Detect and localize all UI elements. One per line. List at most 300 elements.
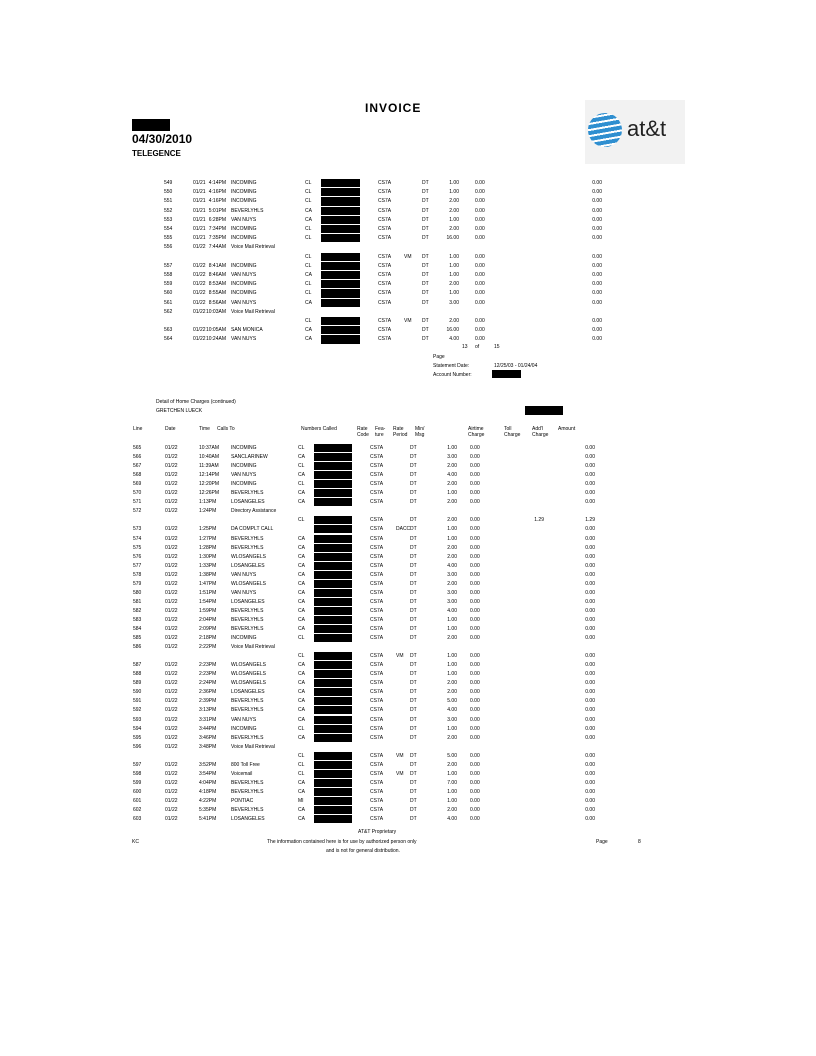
- cell-st: CL: [298, 481, 305, 488]
- cell-line: 553: [164, 216, 173, 223]
- cell-time: 10:03AM: [205, 308, 226, 315]
- cell-place: VAN NUYS: [231, 299, 257, 306]
- cell-min: 1.00: [447, 445, 457, 451]
- cell-place: LOSANGELES: [231, 562, 265, 569]
- cell-min: 3.00: [447, 598, 457, 605]
- cell-st: CL: [298, 463, 305, 470]
- cell-rate: CS7A: [370, 544, 384, 551]
- cell-time: 1:54PM: [199, 598, 217, 605]
- cell-st: CL: [305, 235, 312, 242]
- cell-min: 2.00: [447, 734, 457, 741]
- redacted-number: [314, 535, 352, 543]
- cell-time: 1:28PM: [199, 544, 217, 551]
- cell-line: 556: [164, 244, 173, 251]
- cell-per: DT: [422, 336, 429, 343]
- cell-feat: VM: [404, 318, 412, 324]
- cell-air: 0.00: [470, 454, 480, 461]
- cell-min: 3.00: [447, 716, 457, 723]
- cell-line: 582: [133, 607, 142, 614]
- cell-per: DT: [410, 698, 417, 705]
- redacted-number: [321, 271, 360, 279]
- cell-rate: CS7A: [378, 180, 392, 186]
- cell-rate: CS7A: [370, 553, 384, 560]
- cell-st: CA: [298, 662, 305, 669]
- cell-time: 10:40AM: [199, 454, 220, 461]
- redacted-number: [314, 525, 352, 533]
- cell-date: 01/21: [193, 226, 206, 232]
- cell-amt: 0.00: [585, 445, 595, 451]
- redacted-number: [321, 253, 360, 261]
- cell-place: WLOSANGELS: [231, 671, 267, 678]
- cell-place: BEVERLYHLS: [231, 734, 264, 741]
- cell-per: DT: [410, 526, 417, 533]
- hdr-toll: Toll Charge: [504, 426, 521, 438]
- cell-addl: 1.29: [534, 517, 544, 524]
- hdr-min-msg: Min/ Msg: [415, 426, 425, 438]
- cell-min: 3.00: [449, 299, 459, 306]
- page-of: of: [475, 344, 480, 350]
- cell-place: Directory Assistance: [231, 508, 277, 515]
- cell-time: 2:22PM: [199, 644, 217, 651]
- cell-rate: CS7A: [378, 327, 392, 334]
- cell-rate: CS7A: [370, 725, 384, 732]
- cell-line: 587: [133, 662, 142, 669]
- cell-place: BEVERLYHLS: [231, 788, 264, 795]
- cell-line: 563: [164, 327, 173, 334]
- cell-amt: 0.00: [585, 779, 595, 786]
- cell-place: VAN NUYS: [231, 472, 257, 479]
- cell-min: 2.00: [449, 226, 459, 232]
- cell-per: DT: [410, 607, 417, 614]
- cell-air: 0.00: [475, 226, 485, 232]
- cell-time: 10:37AM: [199, 445, 220, 451]
- cell-place: LOSANGELES: [231, 598, 265, 605]
- cell-per: DT: [422, 235, 429, 242]
- hdr-rate-code: Rate Code: [357, 426, 369, 438]
- cell-amt: 0.00: [585, 752, 595, 759]
- redacted-number: [314, 652, 352, 660]
- cell-st: CL: [298, 725, 305, 732]
- cell-time: 2:36PM: [199, 689, 217, 696]
- cell-date: 01/22: [165, 779, 178, 786]
- cell-st: CA: [298, 807, 305, 813]
- cell-st: CA: [298, 779, 305, 786]
- redacted-number: [321, 262, 360, 270]
- cell-per: DT: [422, 262, 429, 269]
- redacted-number: [314, 498, 352, 506]
- cell-st: CA: [298, 716, 305, 723]
- redacted-number: [321, 207, 360, 215]
- cell-line: 595: [133, 734, 142, 741]
- cell-line: 591: [133, 698, 142, 705]
- cell-min: 1.00: [447, 616, 457, 623]
- redacted-number: [314, 471, 352, 479]
- cell-st: CA: [298, 689, 305, 696]
- cell-date: 01/22: [165, 761, 178, 768]
- footer-page-label: Page: [596, 839, 608, 845]
- cell-st: CA: [298, 680, 305, 687]
- cell-rate: CS7A: [370, 616, 384, 623]
- cell-rate: CS7A: [370, 671, 384, 678]
- cell-time: 1:59PM: [199, 607, 217, 614]
- cell-min: 1.00: [447, 626, 457, 632]
- cell-st: CA: [298, 535, 305, 542]
- hdr-numbers-called: Numbers Called: [301, 426, 337, 432]
- cell-st: CL: [305, 226, 312, 232]
- redacted-number: [314, 688, 352, 696]
- cell-time: 8:55AM: [208, 290, 226, 297]
- cell-line: 583: [133, 616, 142, 623]
- redacted-number: [314, 453, 352, 461]
- cell-line: 581: [133, 598, 142, 605]
- cell-amt: 0.00: [585, 463, 595, 470]
- cell-min: 1.00: [447, 797, 457, 804]
- cell-place: BEVERLYHLS: [231, 535, 264, 542]
- cell-air: 0.00: [475, 262, 485, 269]
- cell-air: 0.00: [470, 553, 480, 560]
- cell-amt: 0.00: [592, 281, 602, 288]
- hdr-feature: Fea- ture: [375, 426, 386, 438]
- cell-air: 0.00: [475, 180, 485, 186]
- cell-rate: CS7A: [370, 454, 384, 461]
- cell-st: CA: [298, 734, 305, 741]
- redacted-number: [314, 761, 352, 769]
- cell-st: CA: [298, 626, 305, 632]
- company-name: TELEGENCE: [132, 149, 181, 158]
- cell-per: DT: [410, 689, 417, 696]
- cell-line: 588: [133, 671, 142, 678]
- cell-place: INCOMING: [231, 725, 257, 732]
- cell-time: 5:35PM: [199, 807, 217, 813]
- cell-st: CA: [298, 580, 305, 587]
- cell-rate: CS7A: [370, 607, 384, 614]
- cell-time: 3:48PM: [199, 743, 217, 750]
- cell-place: BEVERLYHLS: [231, 544, 264, 551]
- cell-time: 1:38PM: [199, 571, 217, 578]
- cell-amt: 0.00: [585, 544, 595, 551]
- account-label: Account Number:: [433, 372, 472, 378]
- cell-air: 0.00: [470, 779, 480, 786]
- redacted-number: [321, 280, 360, 288]
- cell-st: CL: [305, 180, 312, 186]
- redacted-number: [314, 562, 352, 570]
- cell-amt: 0.00: [585, 535, 595, 542]
- redacted-number: [321, 335, 360, 343]
- cell-place: INCOMING: [231, 445, 257, 451]
- cell-rate: CS7A: [370, 598, 384, 605]
- cell-date: 01/22: [165, 707, 178, 714]
- cell-per: DT: [410, 716, 417, 723]
- cell-per: DT: [422, 327, 429, 334]
- cell-rate: CS7A: [370, 680, 384, 687]
- cell-line: 552: [164, 207, 173, 214]
- redacted-number: [314, 752, 352, 760]
- cell-min: 1.00: [447, 725, 457, 732]
- cell-per: DT: [410, 752, 417, 759]
- cell-date: 01/22: [165, 598, 178, 605]
- cell-per: DT: [410, 671, 417, 678]
- redacted-number: [321, 299, 360, 307]
- cell-place: BEVERLYHLS: [231, 779, 264, 786]
- cell-min: 2.00: [449, 318, 459, 324]
- cell-air: 0.00: [470, 481, 480, 488]
- cell-place: INCOMING: [231, 198, 257, 205]
- cell-min: 1.00: [447, 653, 457, 660]
- cell-date: 01/22: [165, 635, 178, 642]
- cell-min: 3.00: [447, 571, 457, 578]
- cell-st: CL: [298, 653, 305, 660]
- cell-amt: 0.00: [585, 698, 595, 705]
- cell-date: 01/21: [193, 216, 206, 223]
- cell-place: LOSANGELES: [231, 816, 265, 823]
- cell-air: 0.00: [470, 463, 480, 470]
- cell-place: INCOMING: [231, 235, 257, 242]
- cell-date: 01/22: [193, 327, 206, 334]
- cell-rate: CS7A: [370, 580, 384, 587]
- cell-st: CA: [298, 553, 305, 560]
- cell-air: 0.00: [470, 671, 480, 678]
- redacted-number: [314, 697, 352, 705]
- cell-st: CA: [298, 788, 305, 795]
- cell-place: LOSANGELES: [231, 499, 265, 506]
- cell-per: DT: [410, 562, 417, 569]
- cell-rate: CS7A: [370, 589, 384, 596]
- cell-min: 7.00: [447, 779, 457, 786]
- cell-st: CL: [298, 770, 305, 777]
- cell-line: 594: [133, 725, 142, 732]
- cell-per: DT: [422, 207, 429, 214]
- cell-st: CL: [298, 445, 305, 451]
- redacted-number: [314, 661, 352, 669]
- cell-time: 2:18PM: [199, 635, 217, 642]
- cell-time: 3:44PM: [199, 725, 217, 732]
- cell-amt: 0.00: [585, 662, 595, 669]
- cell-time: 2:23PM: [199, 662, 217, 669]
- cell-per: DT: [410, 680, 417, 687]
- cell-st: CA: [298, 671, 305, 678]
- cell-amt: 0.00: [585, 607, 595, 614]
- cell-date: 01/22: [165, 499, 178, 506]
- cell-date: 01/22: [165, 743, 178, 750]
- redacted-number: [314, 797, 352, 805]
- cell-per: DT: [410, 816, 417, 823]
- cell-amt: 0.00: [585, 571, 595, 578]
- logo-text: at&t: [627, 116, 667, 141]
- cell-st: CA: [298, 698, 305, 705]
- cell-air: 0.00: [470, 517, 480, 524]
- redacted-number: [314, 544, 352, 552]
- cell-amt: 0.00: [592, 327, 602, 334]
- cell-min: 1.00: [447, 535, 457, 542]
- footer-line2: and is not for general distribution.: [326, 848, 400, 854]
- cell-rate: CS7A: [378, 299, 392, 306]
- hdr-date: Date: [165, 426, 176, 432]
- cell-air: 0.00: [470, 807, 480, 813]
- cell-air: 0.00: [470, 653, 480, 660]
- cell-line: 596: [133, 743, 142, 750]
- cell-amt: 0.00: [585, 472, 595, 479]
- cell-rate: CS7A: [370, 517, 384, 524]
- cell-place: INCOMING: [231, 226, 257, 232]
- cell-place: SANCLARINEW: [231, 454, 268, 461]
- cell-air: 0.00: [470, 716, 480, 723]
- cell-line: 561: [164, 299, 173, 306]
- cell-st: CA: [298, 472, 305, 479]
- cell-line: 559: [164, 281, 173, 288]
- cell-time: 1:25PM: [199, 526, 217, 533]
- cell-air: 0.00: [470, 607, 480, 614]
- cell-per: DT: [410, 779, 417, 786]
- cell-place: DA COMPLT CALL: [231, 526, 274, 533]
- cell-place: INCOMING: [231, 463, 257, 470]
- cell-per: DT: [410, 571, 417, 578]
- cell-amt: 0.00: [585, 770, 595, 777]
- cell-st: CL: [305, 253, 312, 260]
- cell-time: 7:35PM: [208, 235, 226, 242]
- cell-time: 1:13PM: [199, 499, 217, 506]
- cell-place: 800 Toll Free: [231, 761, 260, 768]
- cell-date: 01/22: [165, 626, 178, 632]
- cell-rate: CS7A: [370, 499, 384, 506]
- cell-rate: CS7A: [370, 807, 384, 813]
- redacted-block: [132, 119, 170, 131]
- cell-air: 0.00: [475, 327, 485, 334]
- cell-amt: 0.00: [585, 454, 595, 461]
- cell-amt: 0.00: [585, 816, 595, 823]
- redacted-account: [492, 370, 521, 378]
- cell-line: 551: [164, 198, 173, 205]
- cell-date: 01/22: [165, 526, 178, 533]
- cell-place: Voice Mail Retrieval: [231, 244, 275, 251]
- cell-feat: VM: [404, 253, 412, 260]
- cell-min: 4.00: [447, 707, 457, 714]
- cell-line: 579: [133, 580, 142, 587]
- cell-line: 574: [133, 535, 142, 542]
- cell-rate: CS7A: [378, 262, 392, 269]
- cell-place: Voice Mail Retrieval: [231, 644, 275, 651]
- cell-time: 5:41PM: [199, 816, 217, 823]
- redacted-number: [314, 634, 352, 642]
- cell-per: DT: [410, 635, 417, 642]
- cell-st: CA: [298, 707, 305, 714]
- cell-date: 01/22: [165, 734, 178, 741]
- invoice-date: 04/30/2010: [132, 132, 193, 146]
- cell-min: 2.00: [449, 198, 459, 205]
- cell-rate: CS7A: [378, 253, 392, 260]
- redacted-number: [321, 197, 360, 205]
- cell-rate: CS7A: [370, 472, 384, 479]
- cell-amt: 0.00: [592, 272, 602, 278]
- cell-amt: 0.00: [585, 626, 595, 632]
- redacted-number: [314, 444, 352, 452]
- cell-rate: CS7A: [370, 662, 384, 669]
- cell-amt: 0.00: [585, 499, 595, 506]
- cell-date: 01/22: [165, 589, 178, 596]
- cell-date: 01/22: [165, 644, 178, 651]
- cell-place: BEVERLYHLS: [231, 626, 264, 632]
- page-total: 15: [494, 344, 500, 350]
- cell-amt: 0.00: [585, 680, 595, 687]
- cell-air: 0.00: [475, 290, 485, 297]
- cell-date: 01/22: [165, 662, 178, 669]
- cell-rate: CS7A: [370, 481, 384, 488]
- cell-per: DT: [410, 535, 417, 542]
- cell-amt: 0.00: [585, 671, 595, 678]
- cell-min: 3.00: [447, 454, 457, 461]
- cell-st: CA: [298, 544, 305, 551]
- redacted-number: [321, 188, 360, 196]
- cell-air: 0.00: [470, 472, 480, 479]
- cell-date: 01/22: [193, 272, 206, 278]
- cell-st: CA: [298, 616, 305, 623]
- cell-per: DT: [410, 454, 417, 461]
- cell-place: INCOMING: [231, 481, 257, 488]
- cell-date: 01/22: [193, 308, 206, 315]
- cell-min: 1.00: [447, 662, 457, 669]
- cell-per: DT: [410, 580, 417, 587]
- cell-place: SAN MONICA: [231, 327, 263, 334]
- cell-date: 01/22: [165, 544, 178, 551]
- cell-rate: CS7A: [378, 235, 392, 242]
- cell-amt: 0.00: [592, 290, 602, 297]
- cell-amt: 0.00: [585, 689, 595, 696]
- cell-line: 592: [133, 707, 142, 714]
- cell-time: 3:46PM: [199, 734, 217, 741]
- cell-line: 577: [133, 562, 142, 569]
- cell-st: MI: [298, 797, 304, 804]
- cell-st: CL: [305, 262, 312, 269]
- cell-air: 0.00: [470, 571, 480, 578]
- cell-per: DT: [422, 180, 429, 186]
- cell-air: 0.00: [470, 445, 480, 451]
- redacted-number: [314, 607, 352, 615]
- cell-amt: 0.00: [592, 189, 602, 196]
- cell-amt: 0.00: [585, 553, 595, 560]
- cell-place: VAN NUYS: [231, 571, 257, 578]
- cell-amt: 0.00: [592, 336, 602, 343]
- cell-rate: CS7A: [370, 779, 384, 786]
- cell-line: 602: [133, 807, 142, 813]
- redacted-number: [314, 706, 352, 714]
- cell-line: 600: [133, 788, 142, 795]
- redacted-number: [314, 553, 352, 561]
- cell-place: WLOSANGELS: [231, 580, 267, 587]
- cell-date: 01/22: [165, 607, 178, 614]
- person-name: GRETCHEN LUECK: [156, 408, 203, 414]
- cell-min: 1.00: [449, 253, 459, 260]
- cell-rate: CS7A: [370, 761, 384, 768]
- cell-line: 571: [133, 499, 142, 506]
- redacted-number: [314, 779, 352, 787]
- cell-st: CL: [298, 752, 305, 759]
- cell-min: 1.00: [449, 290, 459, 297]
- cell-amt: 0.00: [585, 716, 595, 723]
- cell-st: CA: [298, 454, 305, 461]
- cell-line: 575: [133, 544, 142, 551]
- cell-place: BEVERLYHLS: [231, 807, 264, 813]
- cell-time: 4:16PM: [208, 189, 226, 196]
- cell-place: VAN NUYS: [231, 272, 257, 278]
- hdr-addl: Add'l Charge: [532, 426, 549, 438]
- cell-air: 0.00: [470, 770, 480, 777]
- cell-rate: CS7A: [370, 816, 384, 823]
- redacted-number: [314, 516, 352, 524]
- cell-air: 0.00: [475, 336, 485, 343]
- cell-date: 01/22: [165, 816, 178, 823]
- cell-min: 2.00: [449, 207, 459, 214]
- cell-date: 01/22: [165, 535, 178, 542]
- redacted-number: [321, 179, 360, 187]
